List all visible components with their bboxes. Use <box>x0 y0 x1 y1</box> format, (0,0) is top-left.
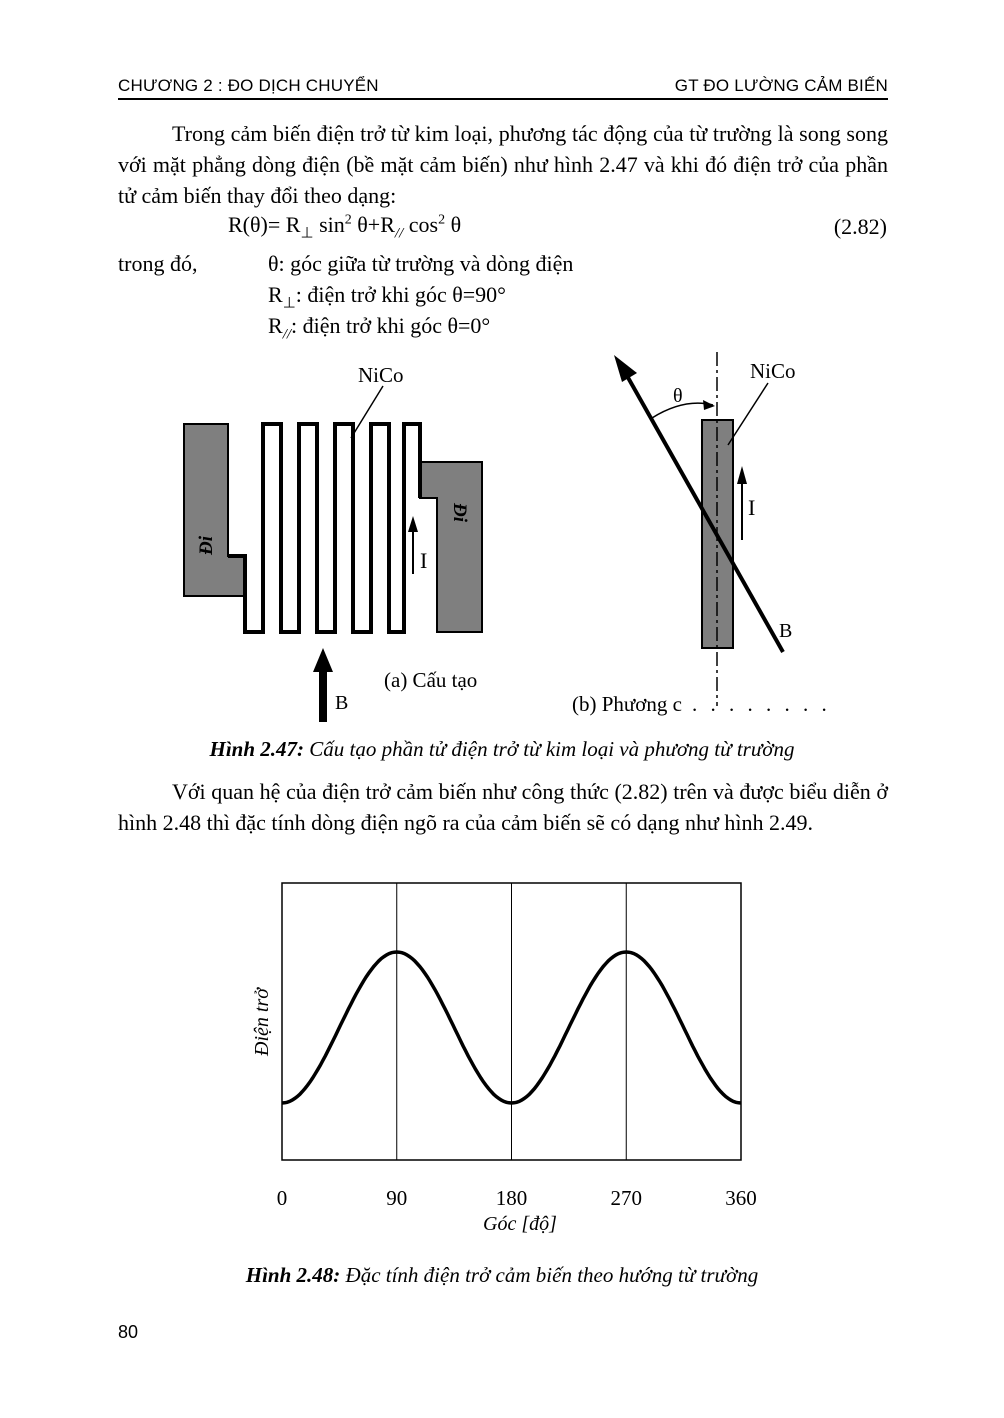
where-label: trong đó, <box>118 251 198 276</box>
theta-arc-head <box>703 400 715 410</box>
eq-equals: = <box>267 212 281 237</box>
figure-2-47-caption <box>0 737 1004 762</box>
where-r-par: $R_{//}$: điện trở khi góc θ=0° <box>268 313 491 343</box>
left-electrode <box>184 424 245 596</box>
eq-r-perp: R <box>285 212 301 237</box>
current-label-b: I <box>748 495 756 520</box>
paragraph-1: Trong cảm biến điện trở từ kim loại, phương tác động của từ trường là song song với mặt phẳng dòng điện (bề mặt cảm biến) như hình 2.47 và khi đó điện trở của phần tử cảm biến thay đổi theo dạng: <box>118 121 888 208</box>
page-number: 80 <box>118 1322 139 1342</box>
x-tick-label: 0 <box>276 1186 288 1210</box>
fig-247-number: Hình 2.47: <box>209 737 305 761</box>
eq-lhs: R(θ) <box>228 212 268 237</box>
eq-theta-1: θ <box>357 212 368 237</box>
x-tick-label: 90 <box>386 1186 408 1210</box>
eq-plus: + <box>367 212 381 237</box>
eq-perp-sub: ⊥ <box>300 225 314 242</box>
fig-247-text: Cấu tạo phần tử điện trở từ kim loại và phương từ trường <box>304 737 795 761</box>
y-axis-label: Điện trở <box>251 988 273 1056</box>
eq-theta-2: θ <box>450 212 462 237</box>
x-tick-label: 270 <box>610 1186 642 1210</box>
caption-a: (a) Cấu tạo <box>384 668 478 692</box>
book-header: GT ĐO LƯỜNG CẢM BIẾN <box>674 76 888 95</box>
current-arrow-a <box>408 516 418 574</box>
where-r-par-text: : điện trở khi góc θ=0° <box>291 313 491 338</box>
fig-248-number: Hình 2.48: <box>245 1263 341 1287</box>
nico-label-b: NiCo <box>750 359 796 383</box>
caption-b-dots: . . . . . . . . <box>692 692 831 716</box>
fig-248-text: Đặc tính điện trở cảm biến theo hướng từ trường <box>340 1263 759 1287</box>
nico-meander <box>228 424 420 632</box>
caption-b: (b) Phương c <box>572 692 682 716</box>
eq-sq-1: 2 <box>344 212 352 228</box>
right-electrode <box>420 462 482 632</box>
nico-label-a: NiCo <box>358 363 404 387</box>
electrode-label-right: Đi <box>449 503 470 522</box>
electrode-label-left: Đi <box>196 536 217 555</box>
equation-number: (2.82) <box>833 214 887 239</box>
where-par-sub: // <box>282 326 292 343</box>
nico-leader-a <box>351 386 383 438</box>
x-tick-label: 180 <box>495 1186 528 1210</box>
eq-r-par: R <box>380 212 395 237</box>
nico-leader-b <box>728 383 768 445</box>
eq-par-sub: // <box>394 225 404 242</box>
chapter-header: CHƯƠNG 2 : ĐO DỊCH CHUYỂN <box>118 76 379 95</box>
current-arrow-b <box>737 466 747 540</box>
x-tick-label: 360 <box>725 1186 757 1210</box>
eq-sin: sin <box>319 212 345 237</box>
field-label-a: B <box>335 692 349 714</box>
where-perp-sub: ⊥ <box>282 295 296 312</box>
eq-cos: cos <box>408 212 439 237</box>
where-r-perp-text: : điện trở khi góc θ=90° <box>295 282 506 307</box>
theta-label-b: θ <box>673 385 683 407</box>
field-arrow-a <box>313 648 333 722</box>
field-label-b: B <box>779 620 793 642</box>
figure-2-48-chart <box>0 870 1004 1250</box>
where-r-perp: $R_\perp$: điện trở khi góc θ=90° <box>268 282 506 312</box>
current-label-a: I <box>420 548 428 573</box>
x-axis-label: Góc [độ] <box>483 1213 557 1235</box>
where-theta: θ: góc giữa từ trường và dòng điện <box>268 251 574 276</box>
figure-2-48-caption <box>0 1263 1004 1288</box>
eq-sq-2: 2 <box>438 212 446 228</box>
paragraph-2: Với quan hệ của điện trở cảm biến như công thức (2.82) trên và được biểu diễn ở hình 2.48 thì đặc tính dòng điện ngõ ra của cảm biến sẽ có dạng như hình 2.49. <box>118 779 888 835</box>
